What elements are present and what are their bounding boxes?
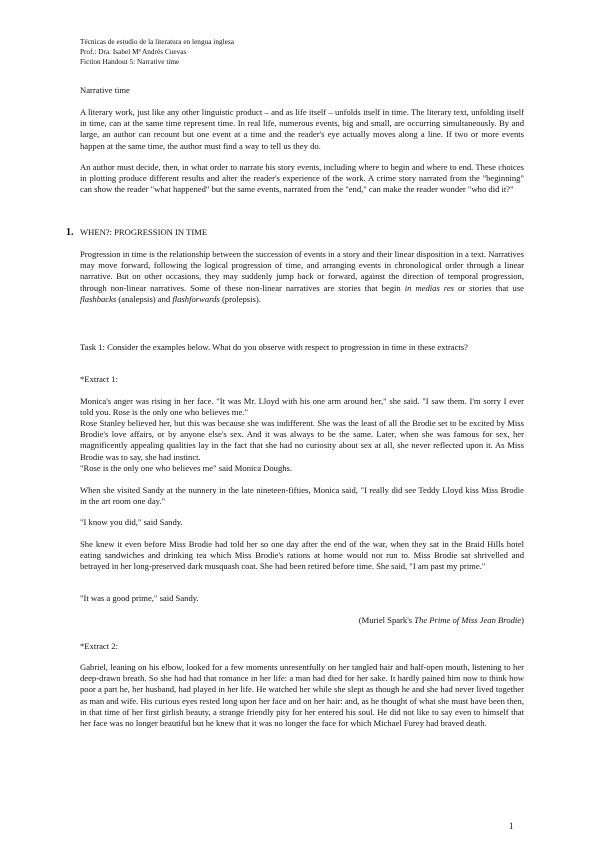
intro-paragraph-1: A literary work, just like any other linguistic product – and as life itself – unfolds itself in time. The literary text, unfolding itself in time, can at the same time represent time. In real life, numerous events, big and small, are occurring simultaneously. By and large, an author can recount but one event at a time and the reader's eye actually moves along a line. If two or more events happen at the same time, the author must find a way to tell us they do. [80,107,524,151]
term-flashforwards: flashforwards [172,293,220,304]
term-flashbacks: flashbacks [80,293,117,304]
extract2-label: *Extract 2: [80,641,118,651]
section-number: 1. [66,227,74,238]
extract1-paragraph: "I know you did," said Sandy. [80,517,183,527]
extract1-citation: (Muriel Spark's The Prime of Miss Jean Brodie) [358,615,524,625]
extract2-paragraph: Gabriel, leaning on his elbow, looked for a few moments unresentfully on her tangled hair and half-open mouth, listening to her deep-drawn breath. So she had had that romance in her life: a man had died for her sake. It hardly pained him now to think how poor a part he, her husband, had played in her life. He watched her while she slept as though he and she had never lived together as man and wife. His curious eyes rested long upon her face and on her hair: and, as he thought of what she must have been then, in that time of her first girlish beauty, a strange friendly pity for her entered his soul. He did not like to say even to himself that her face was no longer beautiful but he knew that it was no longer the face for which Michael Furey had braved death. [80,662,524,729]
section-heading [66,227,524,238]
section-title: WHEN?: PROGRESSION IN TIME [80,227,208,237]
extract1-paragraph: Rose Stanley believed her, but this was because she was indifferent. She was the least of all the Brodie set to be excited by Miss Brodie's love affairs, or by anyone else's sex. And it was always to be the same. Later, when she was famous for sex, her magnificently appealing qualities lay in the fact that she had no curiosity about sex at all, she never reflected upon it. As Miss Brodie was to say, she had instinct. [80,418,524,462]
task-instruction: Task 1: Consider the examples below. What do you observe with respect to progression in time in these extracts? [80,342,468,352]
citation-title: The Prime of Miss Jean Brodie [414,615,522,625]
extract1-paragraph: Monica's anger was rising in her face. "It was Mr. Lloyd with his one arm around her," she said. "I saw them. I'm sorry I ever told you. Rose is the only one who believes me." [80,396,524,418]
extract1-paragraph: "It was a good prime," said Sandy. [80,593,199,603]
extract1-paragraph: She knew it even before Miss Brodie had told her so one day after the end of the war, when they sat in the Braid Hills hotel eating sandwiches and drinking tea which Miss Brodie's rations at home would not run to. Miss Brodie sat shrivelled and betrayed in her long-preserved dark musquash coat. She had been retired before time. She said, "I am past my prime." [80,539,524,572]
page-number: 1 [509,821,514,831]
course-header [80,37,234,67]
section-body: Progression in time is the relationship between the succession of events in a story and their linear disposition in a text. Narratives may move forward, following the logical progression of time, and arranging events in chronological order through a linear narrative. But on other occasions, they may suddenly jump back or forward, against the direction of temporal progression, through non-linear narratives. Some of these non-linear narratives are stories that begin in medias res or stories that use flashbacks (analepsis) and flashforwards (prolepsis). [80,249,524,304]
page-title: Narrative time [80,85,130,95]
header-course-line: Técnicas de estudio de la literatura en lengua inglesa [80,37,234,46]
header-professor-line: Prof.: Dra. Isabel Mª Andrés Cuevas [80,47,187,56]
extract1-label: *Extract 1: [80,374,118,384]
extract1-paragraph: "Rose is the only one who believes me" said Monica Doughs. [80,463,293,473]
header-handout-line: Fiction Handout 5: Narrative time [80,57,180,66]
term-in-medias-res: in medias res [404,282,454,293]
extract1-paragraph: When she visited Sandy at the nunnery in the late nineteen-fifties, Monica said, "I really did see Teddy Lloyd kiss Miss Brodie in the art room one day." [80,485,524,507]
intro-paragraph-2: An author must decide, then, in what order to narrate his story events, including where to begin and where to end. These choices in plotting produce different results and alter the reader's experience of the work. A crime story narrated from the "beginning" can show the reader "what happened" but the same events, narrated from the "end," can make the reader wonder "who did it?" [80,162,524,195]
